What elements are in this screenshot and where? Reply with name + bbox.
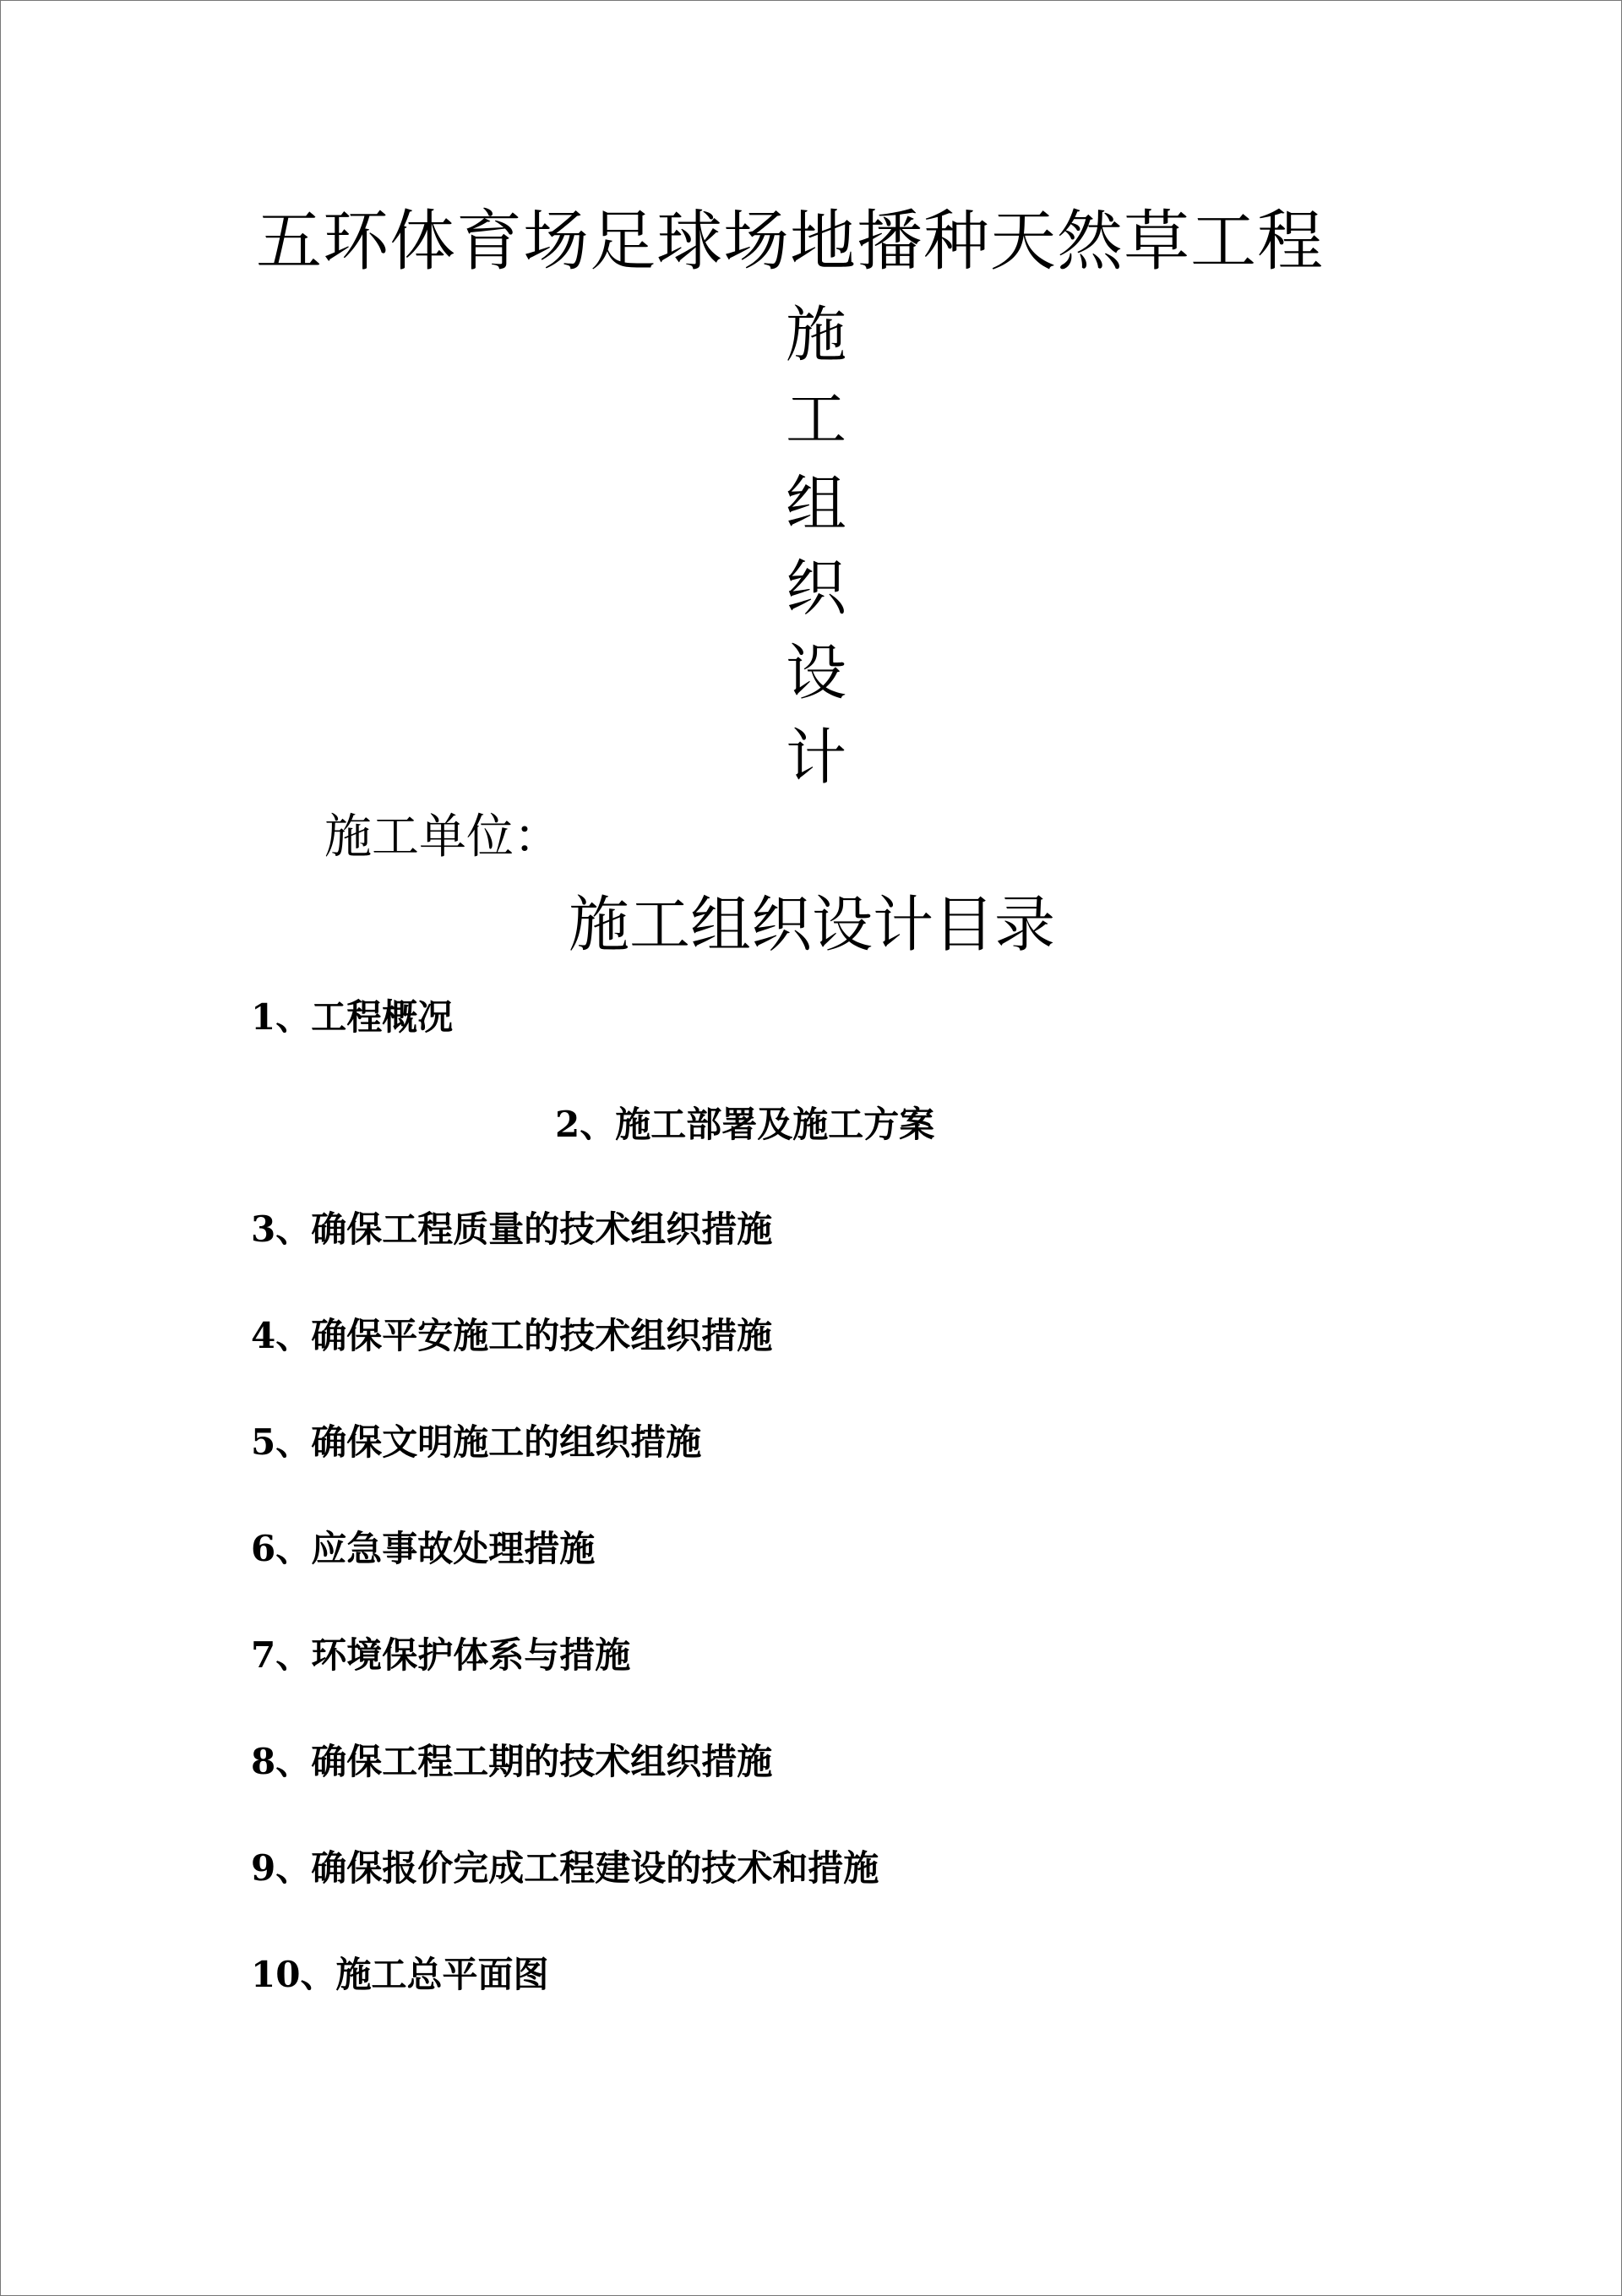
vertical-document-title <box>778 292 854 799</box>
vertical-title-char: 工 <box>785 384 846 455</box>
toc-item: 4、确保平安施工的技术组织措施 <box>251 1315 773 1356</box>
project-title: 五环体育场足球场地播种天然草工程 <box>256 204 1325 280</box>
toc-item: 5、确保文明施工的组织措施 <box>251 1421 702 1463</box>
toc-item: 7、环境保护体系与措施 <box>251 1634 631 1676</box>
vertical-title-char: 计 <box>785 722 846 793</box>
toc-item: 10、施工总平面图 <box>251 1954 549 1995</box>
toc-item: 9、确保报价完成工程建设的技术和措施 <box>251 1847 879 1889</box>
construction-unit-label: 施工单位： <box>324 810 561 864</box>
vertical-title-char: 施 <box>785 299 846 370</box>
vertical-title-char: 设 <box>785 637 846 708</box>
vertical-title-char: 织 <box>785 553 846 624</box>
toc-item: 3、确保工程质量的技术组织措施 <box>251 1208 773 1250</box>
vertical-title-char: 组 <box>785 468 846 539</box>
toc-item: 1、工程概况 <box>251 996 454 1038</box>
table-of-contents-title: 施工组织设计目录 <box>569 889 1056 960</box>
toc-item: 8、确保工程工期的技术组织措施 <box>251 1741 773 1782</box>
toc-item: 2、施工部署及施工方案 <box>555 1104 935 1145</box>
toc-item: 6、应急事故处理措施 <box>251 1528 596 1569</box>
